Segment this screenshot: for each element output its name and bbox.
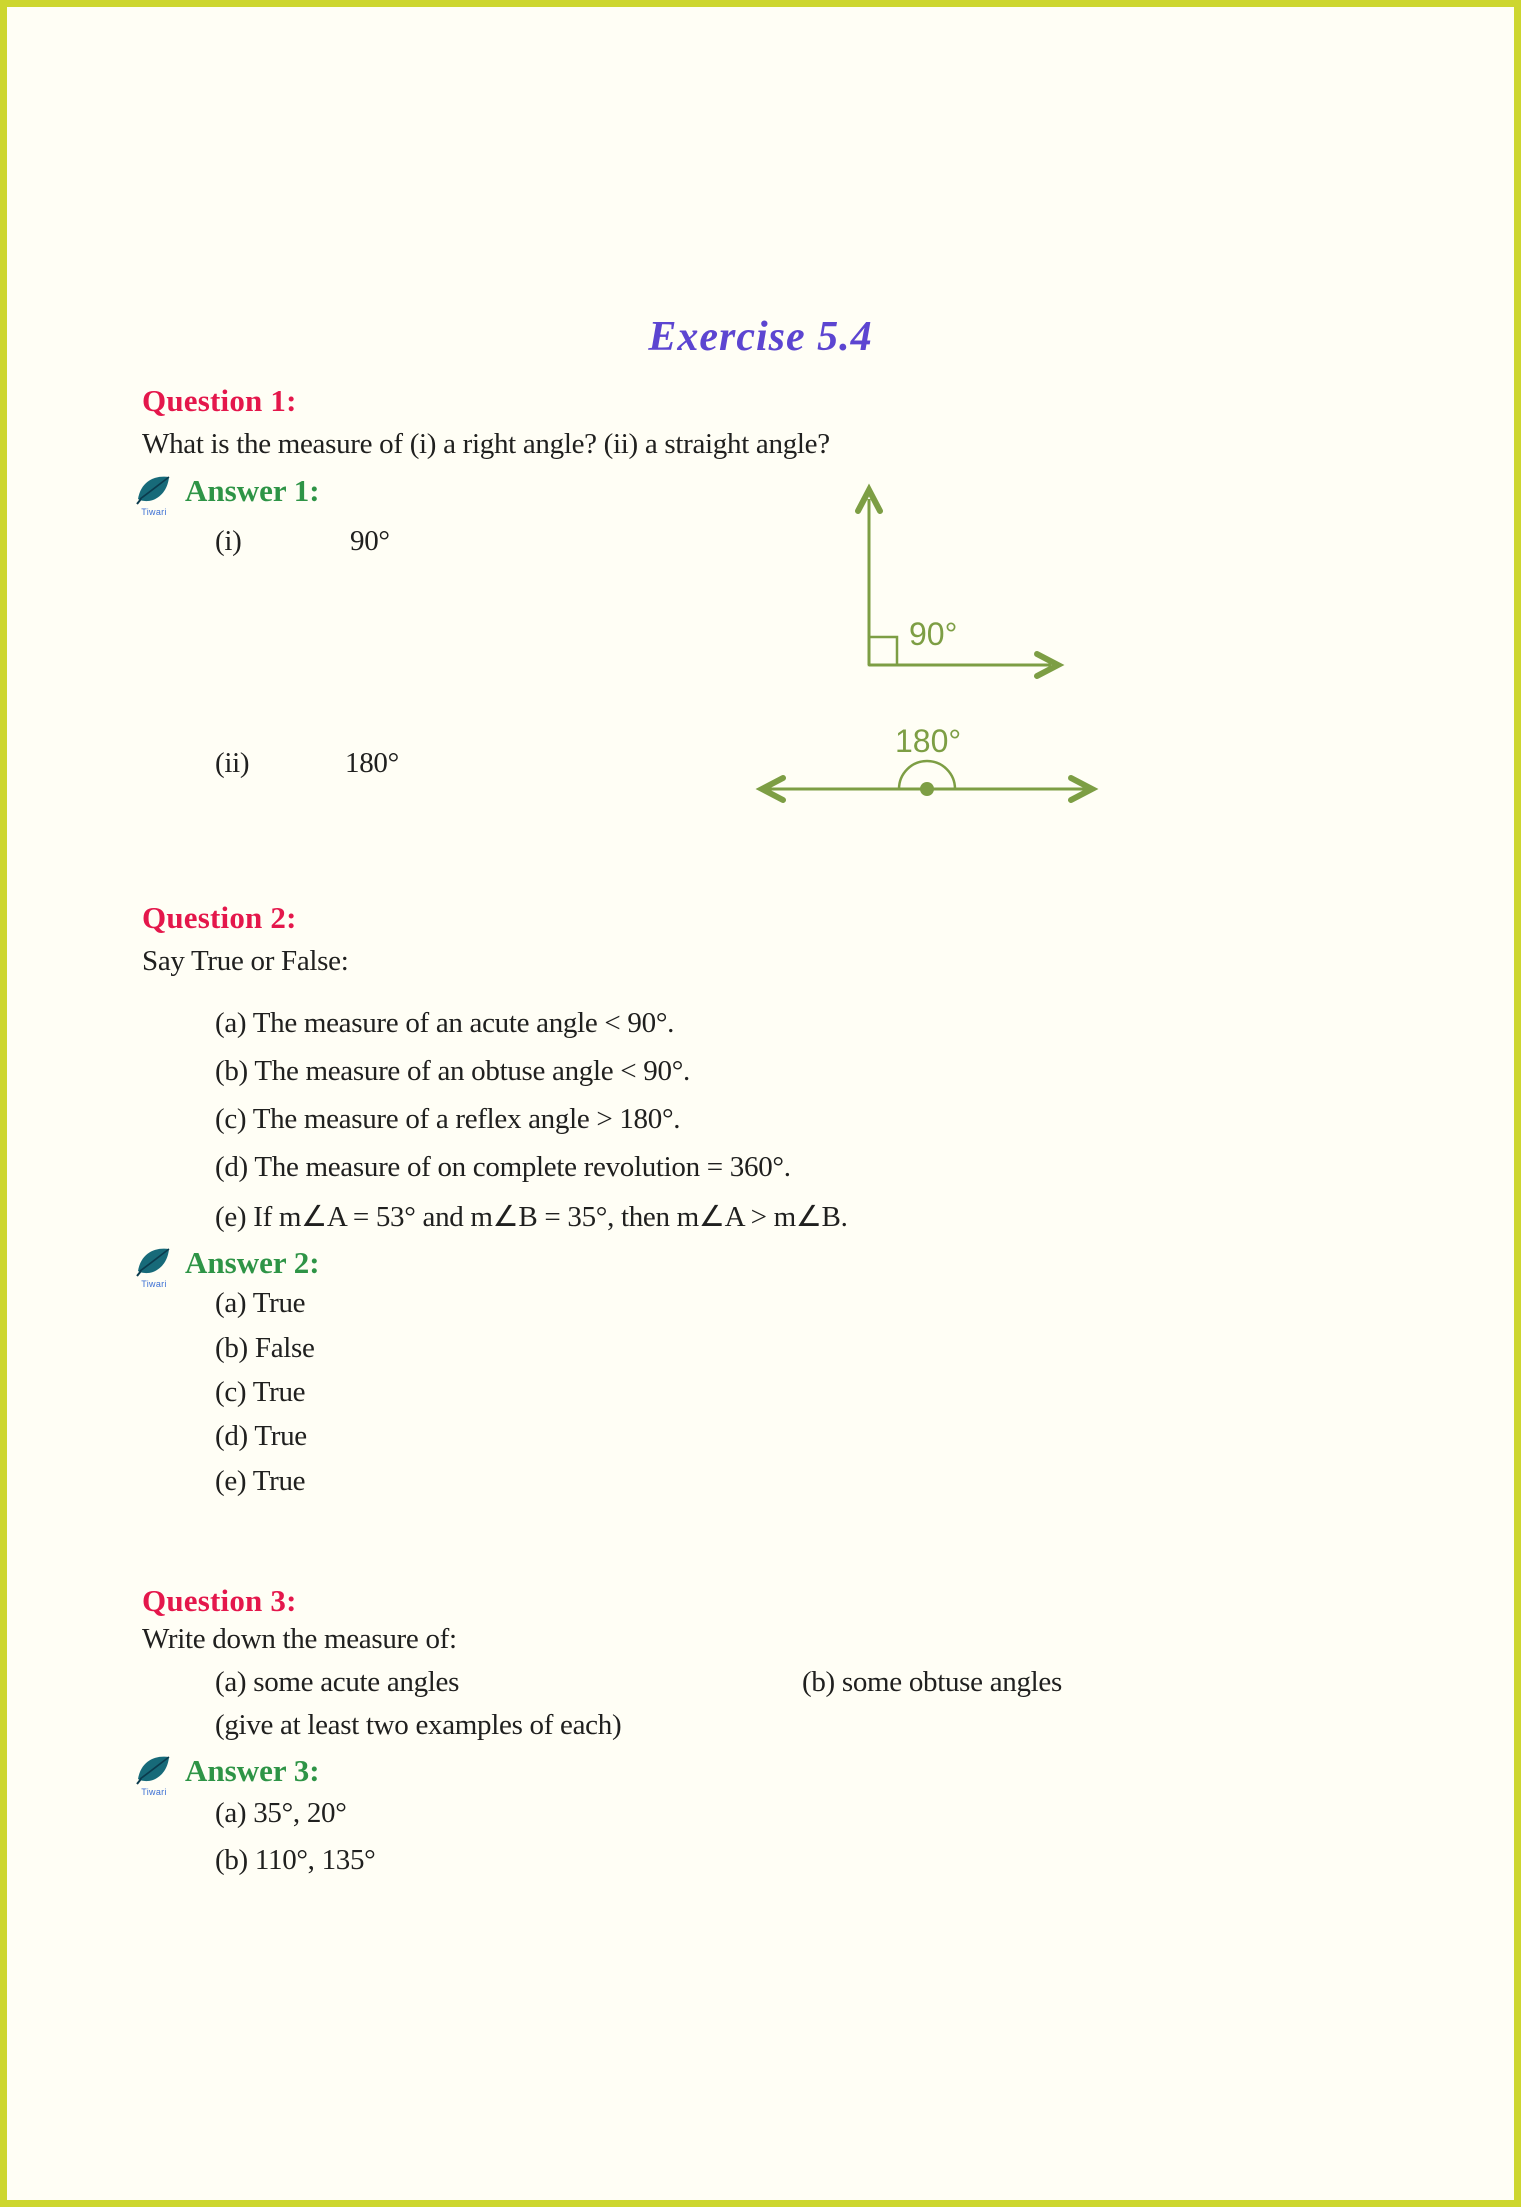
leaf-stem	[137, 499, 141, 504]
right-angle-label: 90°	[909, 616, 958, 652]
leaf-stem	[137, 1779, 141, 1784]
answer-3-item-a: (a) 35°, 20°	[215, 1797, 347, 1829]
answer-1-item-ii-label: (ii)	[215, 747, 250, 779]
leaf-logo-icon	[135, 1247, 173, 1277]
logo-text: Tiwari	[141, 1787, 167, 1797]
question-3-heading: Question 3:	[142, 1583, 297, 1618]
right-angle-diagram	[773, 477, 1113, 712]
answer-2-item-c: (c) True	[215, 1376, 306, 1408]
question-2-item-e: (e) If m∠A = 53° and m∠B = 35°, then m∠A > m∠B.	[215, 1201, 848, 1233]
leaf-stem	[137, 1271, 141, 1276]
answer-2-item-d: (d) True	[215, 1420, 307, 1452]
page-title: Exercise 5.4	[648, 314, 873, 360]
answer-3-logo	[131, 1755, 177, 1797]
question-1-heading: Question 1:	[142, 383, 297, 418]
question-3-item-a: (a) some acute angles	[215, 1666, 460, 1698]
question-3-item-b: (b) some obtuse angles	[802, 1666, 1062, 1698]
question-2-item-c: (c) The measure of a reflex angle > 180°.	[215, 1103, 681, 1135]
question-2-item-b: (b) The measure of an obtuse angle < 90°.	[215, 1055, 690, 1087]
logo-text: Tiwari	[141, 1279, 167, 1289]
answer-3-heading: Answer 3:	[185, 1753, 320, 1788]
right-angle-marker	[869, 637, 897, 665]
answer-1-item-ii-value: 180°	[345, 747, 399, 779]
question-2-item-d: (d) The measure of on complete revolution = 360°.	[215, 1151, 791, 1183]
question-2-item-a: (a) The measure of an acute angle < 90°.	[215, 1007, 675, 1039]
question-3-body: Write down the measure of:	[142, 1623, 457, 1655]
answer-3-item-b: (b) 110°, 135°	[215, 1844, 376, 1876]
straight-angle-label: 180°	[895, 723, 962, 759]
question-3-item-note: (give at least two examples of each)	[215, 1709, 622, 1741]
logo-text: Tiwari	[141, 507, 167, 517]
answer-1-item-i-label: (i)	[215, 525, 242, 557]
answer-2-heading: Answer 2:	[185, 1245, 320, 1280]
question-2-heading: Question 2:	[142, 900, 297, 935]
answer-1-heading: Answer 1:	[185, 473, 320, 508]
answer-2-item-e: (e) True	[215, 1465, 306, 1497]
straight-angle-diagram	[752, 707, 1102, 812]
question-1-body: What is the measure of (i) a right angle? (ii) a straight angle?	[142, 428, 830, 460]
leaf-logo-icon	[135, 475, 173, 505]
answer-2-item-b: (b) False	[215, 1332, 315, 1364]
answer-2-item-a: (a) True	[215, 1287, 306, 1319]
answer-2-logo	[131, 1247, 177, 1289]
vertex-dot	[920, 782, 934, 796]
answer-1-item-i-value: 90°	[350, 525, 390, 557]
answer-1-logo	[131, 475, 177, 517]
question-2-body: Say True or False:	[142, 945, 349, 977]
leaf-logo-icon	[135, 1755, 173, 1785]
